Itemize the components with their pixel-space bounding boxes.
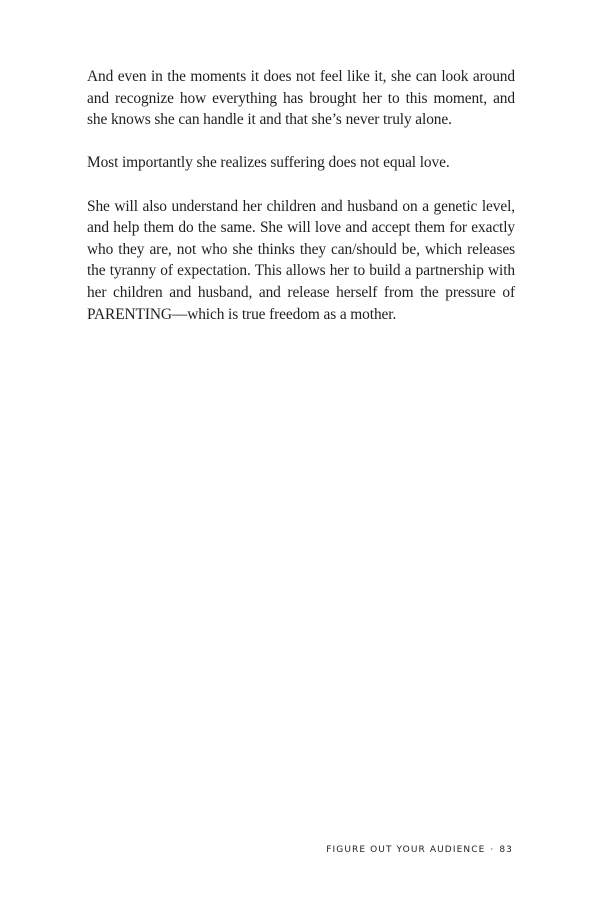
body-text: [87, 66, 515, 347]
page-footer: [326, 845, 513, 855]
paragraph-2: Most importantly she realizes suffering does not equal love.: [87, 154, 450, 172]
page-number: 83: [499, 845, 513, 855]
running-head: FIGURE OUT YOUR AUDIENCE: [326, 845, 486, 855]
paragraph-3: She will also understand her children and husband on a genetic level, and help them do the same. She will love and accept them for exactly who they are, not who she thinks they can/should be, which releases the tyranny of expectation. This allows her to build a partnership with her children and husband, and release herself from the pressure of PARENTING—which is true freedom as a mother.: [87, 197, 515, 323]
paragraph-1: And even in the moments it does not feel like it, she can look around and recognize how everything has brought her to this moment, and she knows she can handle it and that she’s never truly alone.: [87, 68, 515, 129]
footer-separator: ·: [490, 845, 495, 855]
